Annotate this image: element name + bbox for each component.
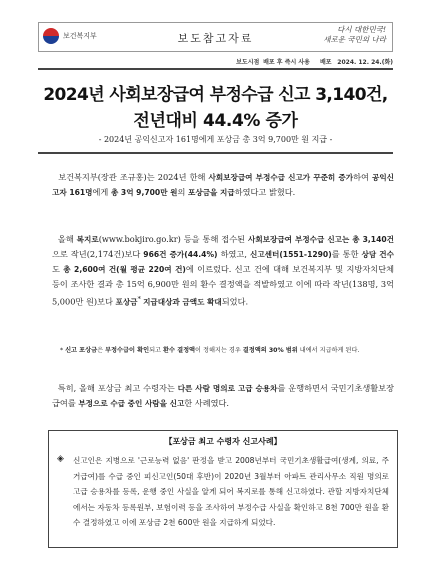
subheadline: - 2024년 공익신고자 161명에게 포상금 총 3억 9,700만 원 지급 - [98,135,333,144]
title-box [38,68,393,154]
case-box [48,430,398,548]
embargo: 보도시점 배포 후 즉시 사용 [236,59,310,66]
footnote: * 신고 포상금은 부정수급이 확인되고 환수 결정액이 정해지는 경우 결정액의 30% 범위 내에서 지급하게 된다. [60,347,360,354]
ministry-name: 보건복지부 [63,32,97,40]
paragraph-2: 올해 복지로(www.bokjiro.go.kr) 등을 통해 접수된 사회보장급여 부정수급 신고는 총 3,140건으로 작년(2,174건)보다 966건 증가(44.4%) 하였고, 신고센터(1551-1290)를 통한 상담 건수도 총 2,600여 건(월 평균 220여 건)에 이르렀다. 신고 건에 대해 보건복지부 및 지방자치단체 등이 조사한 결과 총 15억 6,900만 원의 환수 결정액을 적발하였고 이에 따라 작년(138명, 3억 5,000만 원)보다 포상금* 지급대상과 금액도 확대되었다. [52,234,395,307]
release-meta [236,57,393,66]
case-title: 【포상금 최고 수령자 신고사례】 [164,437,282,446]
slogan: 다시 대한민국! 새로운 국민의 나라 [323,25,386,44]
document-type: 보도참고자료 [177,32,254,45]
paragraph-3: 특히, 올해 포상금 최고 수령자는 다른 사람 명의로 고급 승용차를 운행하면서 국민기초생활보장 급여를 부정으로 수급 중인 사람을 신고한 사례였다. [52,383,395,408]
headline-line-2: 전년대비 44.4% 증가 [133,111,298,131]
paragraph-1: 보건복지부(장관 조규홍)는 2024년 한해 사회보장급여 부정수급 신고가 꾸준히 증가하여 공익신고자 161명에게 총 3억 9,700만 원의 포상금을 지급하였다고 밝혔다. [52,172,394,197]
case-body: 신고인은 지병으로 '근로능력 없음' 판정을 받고 2008년부터 국민기초생활급여(생계, 의료, 주거급여)를 수급 중인 피신고인(50대 후반)이 2020년 3월부터 아파트 관리사무소 직원 명의로 고급 승용차를 등록, 운행 중인 사실을 알게 되어 복지로를 통해 신고하였다. 관할 지방자치단체에서는 자동차 등록원부, 보험이력 등을 조사하여 부정수급 사실을 확인하고 8천 700만 원을 환수 결정하였고 이에 포상금 2천 600만 원을 지급하게 되었다. [73,456,389,527]
headline-line-1: 2024년 사회보장급여 부정수급 신고 3,140건, [43,85,388,105]
diamond-bullet-icon: ◈ [57,454,64,464]
press-header [38,22,393,52]
release-date: 배포 2024. 12. 24.(화) [319,59,393,66]
